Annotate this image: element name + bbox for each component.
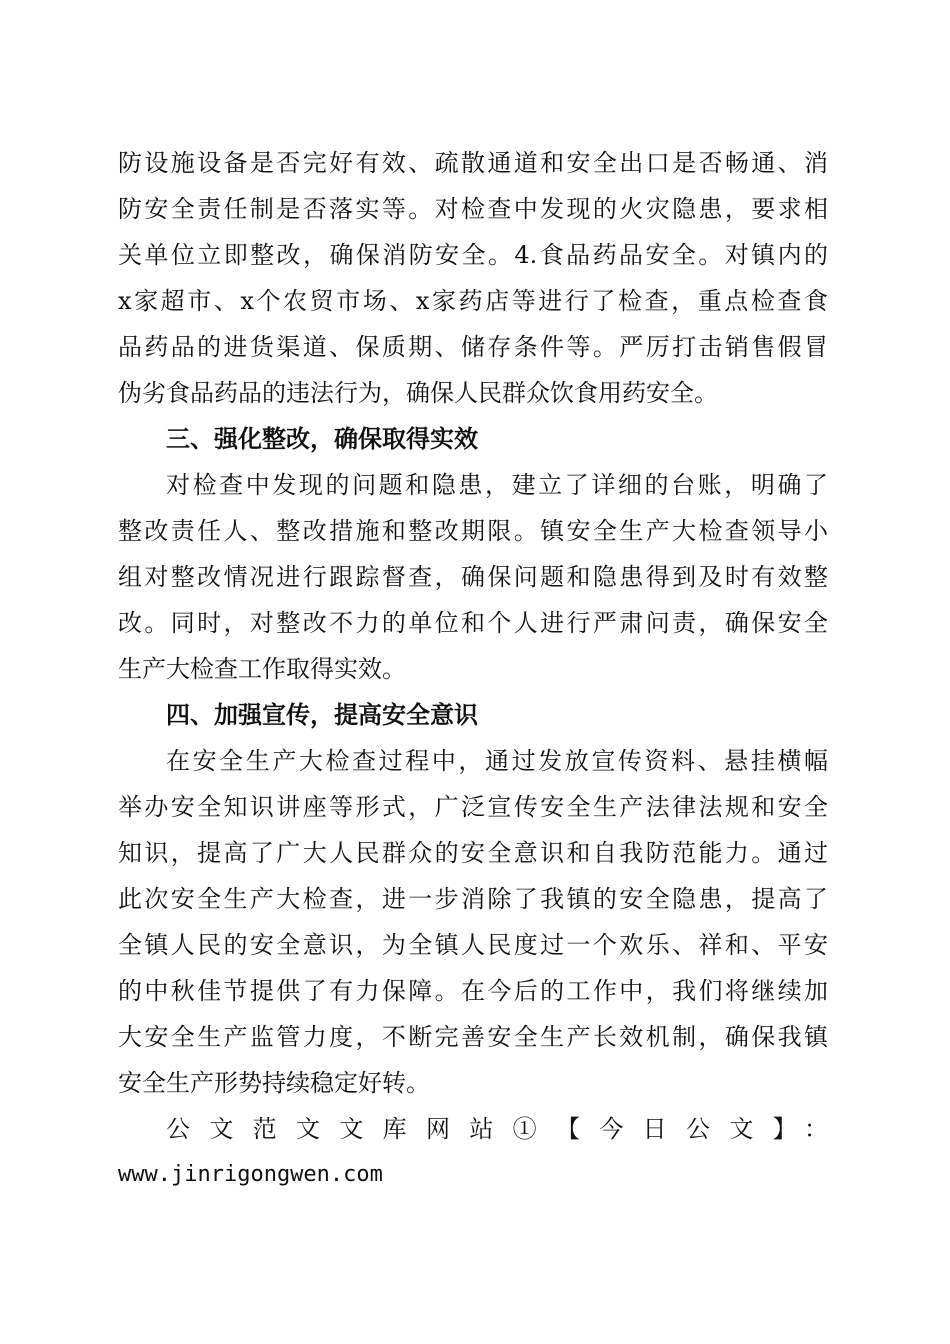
document-page	[118, 140, 828, 1198]
footer-site-line: 公文范文文库网站①【今日公文】：	[166, 1115, 828, 1143]
text-line: x家超市、x个农贸市场、x家药店等进行了检查，重点检查食	[118, 287, 828, 315]
text-line: 改。同时，对整改不力的单位和个人进行严肃问责，确保安全	[118, 609, 828, 637]
text-line: 生产大检查工作取得实效。	[118, 655, 406, 683]
text-line: 安全生产形势持续稳定好转。	[118, 1069, 430, 1097]
text-line: 大安全生产监管力度，不断完善安全生产长效机制，确保我镇	[118, 1023, 828, 1051]
text-line: 整改责任人、整改措施和整改期限。镇安全生产大检查领导小	[118, 517, 828, 545]
section-4-paragraph	[118, 738, 828, 1106]
text-line: 知识，提高了广大人民群众的安全意识和自我防范能力。通过	[118, 839, 828, 867]
text-line: 伪劣食品药品的违法行为，确保人民群众饮食用药安全。	[118, 379, 718, 407]
section-heading-3: 三、强化整改，确保取得实效	[166, 425, 478, 453]
text-line: 此次安全生产大检查，进一步消除了我镇的安全隐患，提高了	[118, 885, 828, 913]
text-line: 防设施设备是否完好有效、疏散通道和安全出口是否畅通、消	[118, 149, 828, 177]
text-line: 组对整改情况进行跟踪督查，确保问题和隐患得到及时有效整	[118, 563, 828, 591]
section-3-paragraph	[118, 462, 828, 692]
text-line: 品药品的进货渠道、保质期、储存条件等。严厉打击销售假冒	[118, 333, 828, 361]
text-line: 对检查中发现的问题和隐患，建立了详细的台账，明确了	[166, 471, 828, 499]
text-line: 全镇人民的安全意识，为全镇人民度过一个欢乐、祥和、平安	[118, 931, 828, 959]
text-line: 关单位立即整改，确保消防安全。4.食品药品安全。对镇内的	[118, 241, 828, 269]
text-line: 防安全责任制是否落实等。对检查中发现的火灾隐患，要求相	[118, 195, 828, 223]
footer-url[interactable]: www.jinrigongwen.com	[118, 1162, 383, 1187]
text-line: 在安全生产大检查过程中，通过发放宣传资料、悬挂横幅	[166, 747, 828, 775]
text-line: 的中秋佳节提供了有力保障。在今后的工作中，我们将继续加	[118, 977, 828, 1005]
section-heading-4: 四、加强宣传，提高安全意识	[166, 701, 478, 729]
text-line: 举办安全知识讲座等形式，广泛宣传安全生产法律法规和安全	[118, 793, 828, 821]
continuation-paragraph	[118, 140, 828, 416]
